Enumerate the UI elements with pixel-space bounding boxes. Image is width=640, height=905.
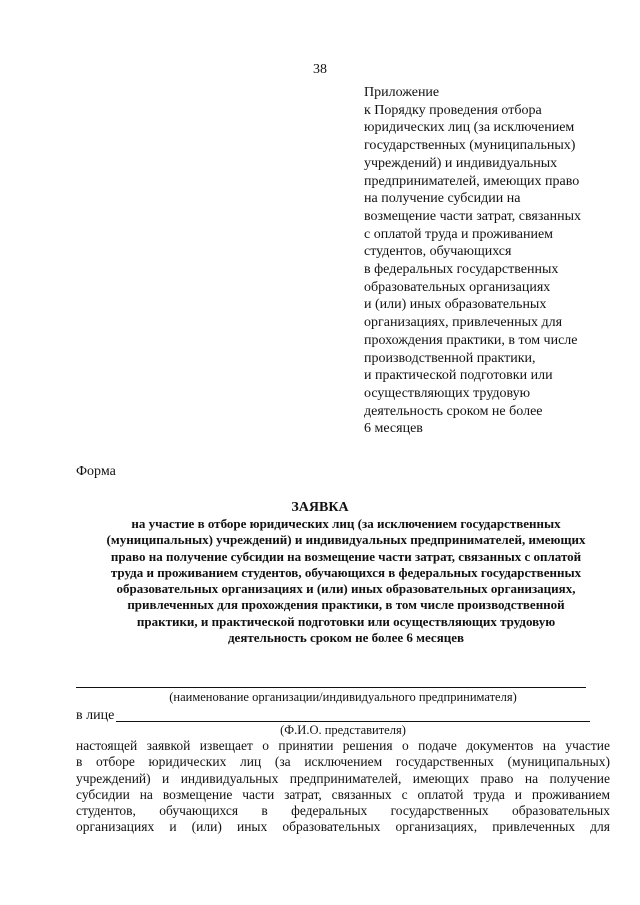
appendix-line: к Порядку проведения отбора bbox=[364, 102, 542, 118]
page-number: 38 bbox=[313, 62, 327, 77]
appendix-line: учреждений) и индивидуальных bbox=[364, 155, 558, 171]
subtitle-line: (муниципальных) учреждений) и индивидуальных предпринимателей, имеющих bbox=[106, 532, 586, 548]
form-label: Форма bbox=[76, 464, 116, 479]
document-title: ЗАЯВКА bbox=[291, 500, 349, 515]
subtitle-line: на участие в отборе юридических лиц (за исключением государственных bbox=[131, 516, 561, 531]
appendix-line: с оплатой труда и проживанием bbox=[364, 226, 554, 242]
representative-caption: (Ф.И.О. представителя) bbox=[280, 723, 406, 737]
appendix-line: возмещение части затрат, связанных bbox=[364, 208, 581, 224]
body-line: в отборе юридических лиц (за исключением государственных (муниципальных) bbox=[76, 754, 610, 770]
subtitle-line: образовательных организациях и (или) иных образовательных организациях, bbox=[116, 581, 576, 597]
appendix-line: в федеральных государственных bbox=[364, 262, 559, 278]
appendix-line: и практической подготовки или bbox=[364, 368, 553, 384]
subtitle-line: право на получение субсидии на возмещение части затрат, связанных с оплатой bbox=[110, 548, 582, 564]
appendix-line: деятельность сроком не более bbox=[364, 403, 543, 419]
body-text bbox=[76, 738, 610, 836]
appendix-line: организациях, привлеченных для bbox=[364, 315, 563, 331]
appendix-line: осуществляющих трудовую bbox=[364, 385, 531, 401]
body-line: студентов, обучающихся в федеральных государственных образовательных bbox=[76, 803, 610, 819]
appendix-line: и (или) иных образовательных bbox=[364, 297, 547, 313]
appendix-line: студентов, обучающихся bbox=[364, 244, 512, 260]
appendix-line: юридических лиц (за исключением bbox=[364, 120, 575, 136]
appendix-line: производственной практики, bbox=[364, 350, 536, 366]
body-line: настоящей заявкой извещает о принятии решения о подаче документов на участие bbox=[76, 738, 610, 753]
subtitle-line: труда и проживанием студентов, обучающихся в федеральных государственных bbox=[110, 564, 582, 580]
organization-caption: (наименование организации/индивидуального предпринимателя) bbox=[169, 690, 517, 704]
in-person-label: в лице bbox=[76, 708, 115, 723]
representative-name-line[interactable] bbox=[116, 721, 590, 722]
appendix-line: Приложение bbox=[364, 85, 440, 100]
subtitle-line: практики, и практической подготовки или осуществляющих трудовую bbox=[136, 613, 556, 629]
organization-name-line[interactable] bbox=[76, 687, 586, 688]
subtitle-line: деятельность сроком не более 6 месяцев bbox=[227, 630, 465, 646]
subtitle-line: привлеченных для прохождения практики, в том числе производственной bbox=[127, 597, 565, 613]
appendix-block bbox=[364, 84, 614, 438]
appendix-line: прохождения практики, в том числе bbox=[364, 332, 578, 348]
body-line: организациях и (или) иных образовательных организациях, привлеченных для bbox=[76, 819, 610, 835]
document-subtitle bbox=[76, 516, 616, 646]
appendix-line: государственных (муниципальных) bbox=[364, 138, 576, 154]
appendix-line: образовательных организациях bbox=[364, 279, 551, 295]
body-line: субсидии на возмещение части затрат, связанных с оплатой труда и проживанием bbox=[76, 786, 610, 802]
appendix-line: 6 месяцев bbox=[364, 421, 423, 437]
body-line: учреждений) и индивидуальных предпринимателей, имеющих право на получение bbox=[76, 770, 610, 786]
appendix-line: на получение субсидии на bbox=[364, 191, 521, 207]
appendix-line: предпринимателей, имеющих право bbox=[364, 173, 580, 189]
